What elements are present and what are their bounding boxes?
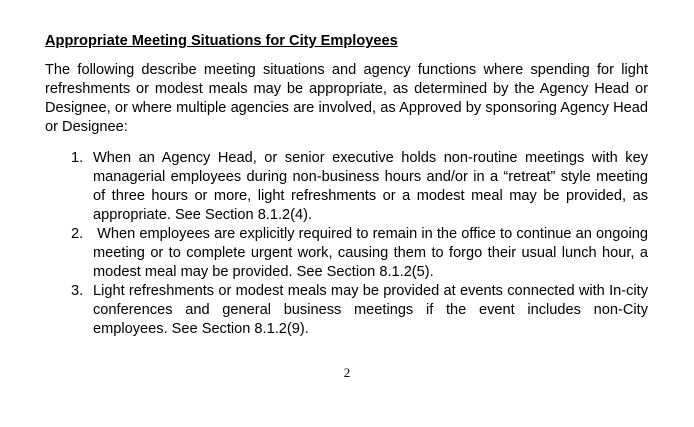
list-item — [45, 225, 648, 282]
list-item-text: When employees are explicitly required to remain in the office to continue an ongoing meeting or to complete urgent work, causing them to forgo their usual lunch hour, a modest meal may be provided. See Section 8.1.2(5). — [93, 226, 648, 280]
numbered-list — [45, 149, 648, 339]
section-heading: Appropriate Meeting Situations for City Employees — [45, 33, 398, 49]
intro-paragraph: The following describe meeting situations and agency functions where spending for light refreshments or modest meals may be appropriate, as determined by the Agency Head or Designee, or where multiple agencies are involved, as Approved by sponsoring Agency Head or Designee: — [45, 62, 648, 135]
list-item-number: 1. — [71, 150, 84, 166]
list-item-text: When an Agency Head, or senior executive holds non-routine meetings with key managerial employees during non-business hours and/or in a “retreat” style meeting of three hours or more, light refreshments or a modest meal may be provided, as appropriate. See Section 8.1.2(4). — [93, 150, 648, 223]
list-item-text: Light refreshments or modest meals may be provided at events connected with In-city conferences and general business meetings if the event includes non-City employees. See Section 8.1.2(9). — [93, 283, 648, 337]
list-item-number: 2. — [71, 226, 84, 242]
list-item — [45, 149, 648, 225]
document-body — [45, 32, 648, 339]
page-number: 2 — [343, 365, 351, 380]
list-item-number: 3. — [71, 283, 84, 299]
list-item — [45, 282, 648, 339]
